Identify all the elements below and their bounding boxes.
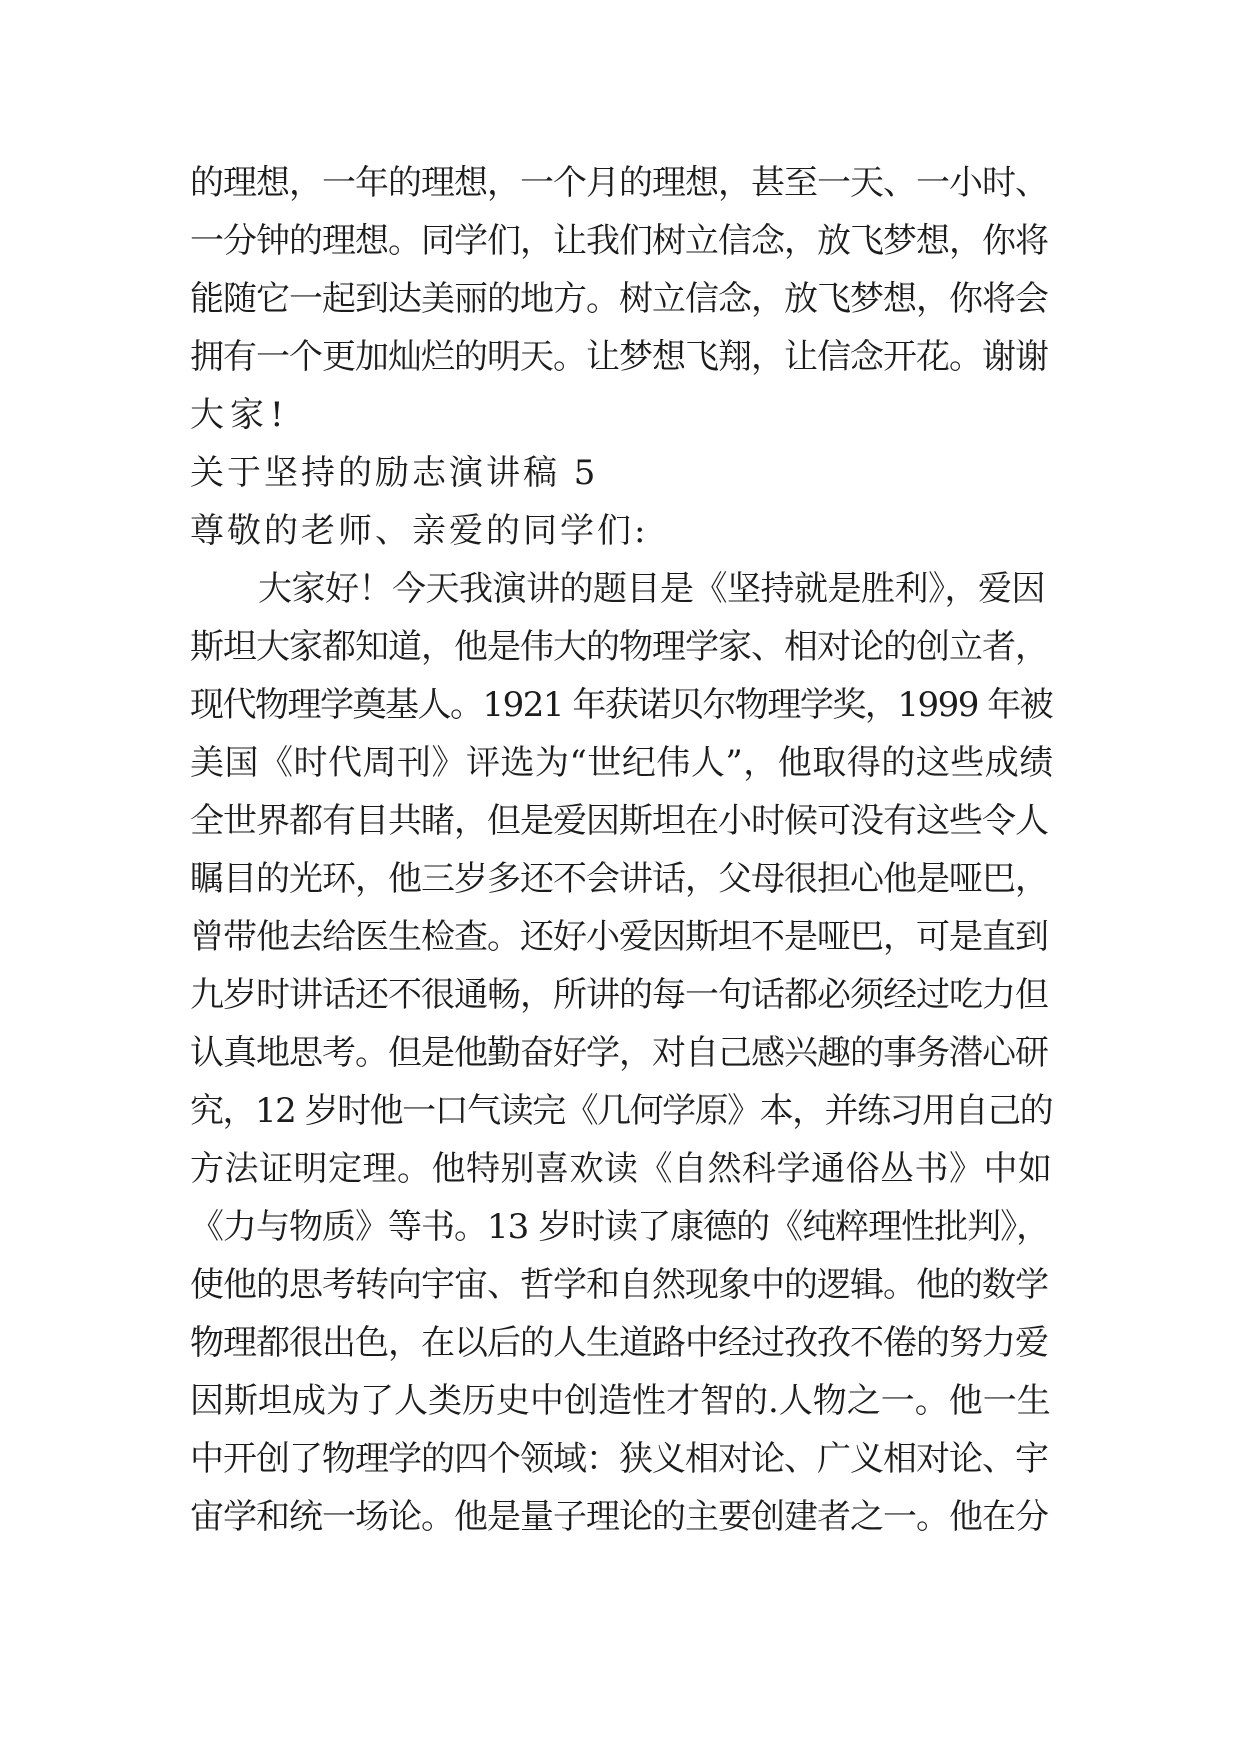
paragraph-line: 的理想，一年的理想，一个月的理想，甚至一天、一小时、 (190, 163, 1048, 203)
paragraph-line: 拥有一个更加灿烂的明天。让梦想飞翔，让信念开花。谢谢 (190, 337, 1048, 377)
paragraph-line: 九岁时讲话还不很通畅，所讲的每一句话都必须经过吃力但 (190, 975, 1048, 1015)
paragraph-line: 一分钟的理想。同学们，让我们树立信念，放飞梦想，你将 (190, 221, 1048, 261)
paragraph-line: 究，12 岁时他一口气读完《几何学原》本，并练习用自己的 (190, 1091, 1053, 1131)
paragraph-line: 使他的思考转向宇宙、哲学和自然现象中的逻辑。他的数学 (190, 1265, 1048, 1305)
paragraph-line: 方法证明定理。他特别喜欢读《自然科学通俗丛书》中如 (190, 1149, 1053, 1189)
paragraph-line: 全世界都有目共睹，但是爱因斯坦在小时候可没有这些令人 (190, 801, 1048, 841)
paragraph-line: 宙学和统一场论。他是量子理论的主要创建者之一。他在分 (190, 1497, 1048, 1537)
section-heading: 关于坚持的励志演讲稿 5 (190, 453, 599, 493)
paragraph-line: 曾带他去给医生检查。还好小爱因斯坦不是哑巴，可是直到 (190, 917, 1048, 957)
salutation: 尊敬的老师、亲爱的同学们: (190, 511, 649, 551)
paragraph-line: 大家! (190, 395, 290, 435)
paragraph-line: 大家好！今天我演讲的题目是《坚持就是胜利》，爱因 (258, 569, 1045, 609)
paragraph-line: 能随它一起到达美丽的地方。树立信念，放飞梦想，你将会 (190, 279, 1048, 319)
paragraph-line: 美国《时代周刊》评选为“世纪伟人”，他取得的这些成绩 (190, 743, 1054, 783)
paragraph-line: 《力与物质》等书。13 岁时读了康德的《纯粹理性批判》， (190, 1207, 1050, 1247)
paragraph-line: 斯坦大家都知道，他是伟大的物理学家、相对论的创立者， (190, 627, 1048, 667)
paragraph-line: 物理都很出色，在以后的人生道路中经过孜孜不倦的努力爱 (190, 1323, 1048, 1363)
paragraph-line: 瞩目的光环，他三岁多还不会讲话，父母很担心他是哑巴， (190, 859, 1048, 899)
paragraph-line: 认真地思考。但是他勤奋好学，对自己感兴趣的事务潜心研 (190, 1033, 1048, 1073)
paragraph-line: 因斯坦成为了人类历史中创造性才智的.人物之一。他一生 (190, 1381, 1051, 1421)
paragraph-line: 现代物理学奠基人。1921 年获诺贝尔物理学奖，1999 年被 (190, 685, 1053, 725)
paragraph-line: 中开创了物理学的四个领域：狭义相对论、广义相对论、宇 (190, 1439, 1048, 1479)
